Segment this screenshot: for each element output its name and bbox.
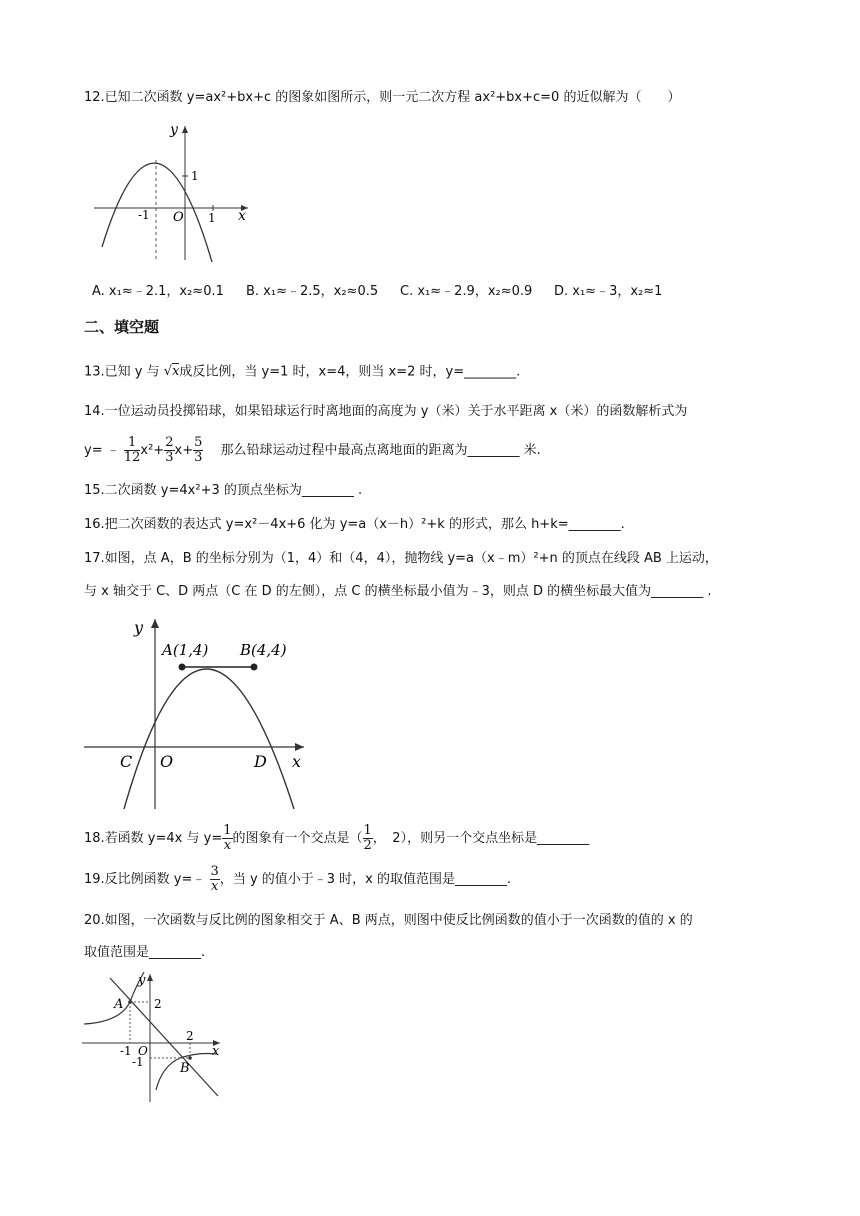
q15-text: 15.二次函数 y=4x²+3 的顶点坐标为________ .	[84, 483, 363, 498]
q20-point-a-label: A	[114, 997, 124, 1012]
q20-x-2-label: 2	[186, 1029, 194, 1043]
q12-option-a[interactable]: A. x₁≈﹣2.1，x₂≈0.1	[92, 284, 224, 299]
q20-y-2-label: 2	[154, 997, 162, 1011]
q12-option-d[interactable]: D. x₁≈﹣3，x₂≈1	[554, 284, 663, 299]
q12-origin-label: O	[173, 210, 184, 225]
q14-line2: y= ﹣ $\frac{1}{12}$ x²+ $\frac{2}{3}$ x+ $\frac{5}{3}$ 那么铅球运动过程中最高点离地面的距离为________ 米.	[84, 435, 541, 465]
q17-parabola-graph	[82, 615, 314, 811]
q17-line1: 17.如图，点 A，B 的坐标分别为（1，4）和（4，4），抛物线 y=a（x﹣m）²+n 的顶点在线段 AB 上运动，	[84, 551, 718, 566]
fraction-1-12: $\frac{1}{12}$	[123, 435, 141, 465]
q17-point-c-label: C	[120, 752, 133, 771]
fraction-5-3: $\frac{5}{3}$	[194, 435, 203, 465]
q20-x-neg1-label: -1	[120, 1044, 132, 1058]
q17-origin-label: O	[160, 752, 174, 771]
section-title: 二、填空题	[84, 318, 160, 336]
q17-y-label: y	[134, 618, 144, 637]
q12-y-1-label: 1	[191, 169, 199, 183]
q14-line1: 14.一位运动员投掷铅球，如果铅球运行时离地面的高度为 y（米）关于水平距离 x（米）的函数解析式为	[84, 404, 688, 419]
q20-point-b-label: B	[180, 1061, 190, 1076]
fraction-1-2: $\frac{1}{2}$	[363, 823, 372, 853]
q18-text: 18.若函数 y=4x 与 y= $\frac{1}{x}$ 的图象有一个交点是（ $\frac{1}{2}$ ， 2），则另一个交点坐标是________	[84, 823, 590, 853]
q20-x-label: x	[212, 1044, 220, 1059]
q12-parabola-graph	[90, 120, 260, 265]
q19-text: 19.反比例函数 y=﹣ $\frac{3}{x}$ ，当 y 的值小于﹣3 时，x 的取值范围是________.	[84, 864, 512, 894]
q17-x-label: x	[292, 752, 302, 771]
q20-y-neg1-label: -1	[132, 1055, 144, 1069]
q12-x-1-label: 1	[208, 211, 216, 225]
q12-y-label: y	[170, 122, 178, 138]
q12-x-label: x	[238, 208, 246, 224]
q17-point-d-label: D	[254, 752, 267, 771]
fraction-2-3: $\frac{2}{3}$	[165, 435, 174, 465]
q12-option-b[interactable]: B. x₁≈﹣2.5，x₂≈0.5	[246, 284, 379, 299]
q12-x-neg1-label: -1	[138, 208, 150, 222]
sqrt-x: √x	[163, 364, 180, 379]
q12-option-c[interactable]: C. x₁≈﹣2.9，x₂≈0.9	[400, 284, 533, 299]
q13-text: 13.已知 y 与 √x成反比例，当 y=1 时，x=4，则当 x=2 时，y=________.	[84, 362, 520, 383]
q17-point-a-label: A(1,4)	[162, 641, 209, 659]
q20-origin-label: O	[138, 1044, 148, 1058]
q17-point-b-label: B(4,4)	[240, 641, 287, 659]
q20-y-label: y	[138, 973, 146, 988]
q16-text: 16.把二次函数的表达式 y=x²－4x+6 化为 y=a（x－h）²+k 的形式，那么 h+k=________.	[84, 517, 625, 532]
q17-line2: 与 x 轴交于 C、D 两点（C 在 D 的左侧），点 C 的横坐标最小值为﹣3，则点 D 的横坐标最大值为________ .	[84, 584, 712, 599]
q12-options	[92, 282, 662, 302]
q20-line2: 取值范围是________.	[84, 945, 206, 960]
q20-line1: 20.如图，一次函数与反比例的图象相交于 A、B 两点，则图中使反比例函数的值小于一次函数的值的 x 的	[84, 913, 693, 928]
q20-function-graph	[80, 966, 230, 1106]
fraction-3-over-x: $\frac{3}{x}$	[210, 864, 219, 894]
q12-text: 12.已知二次函数 y=ax²+bx+c 的图象如图所示，则一元二次方程 ax²+bx+c=0 的近似解为（ ）	[84, 90, 681, 105]
fraction-1-over-x: $\frac{1}{x}$	[223, 823, 232, 853]
